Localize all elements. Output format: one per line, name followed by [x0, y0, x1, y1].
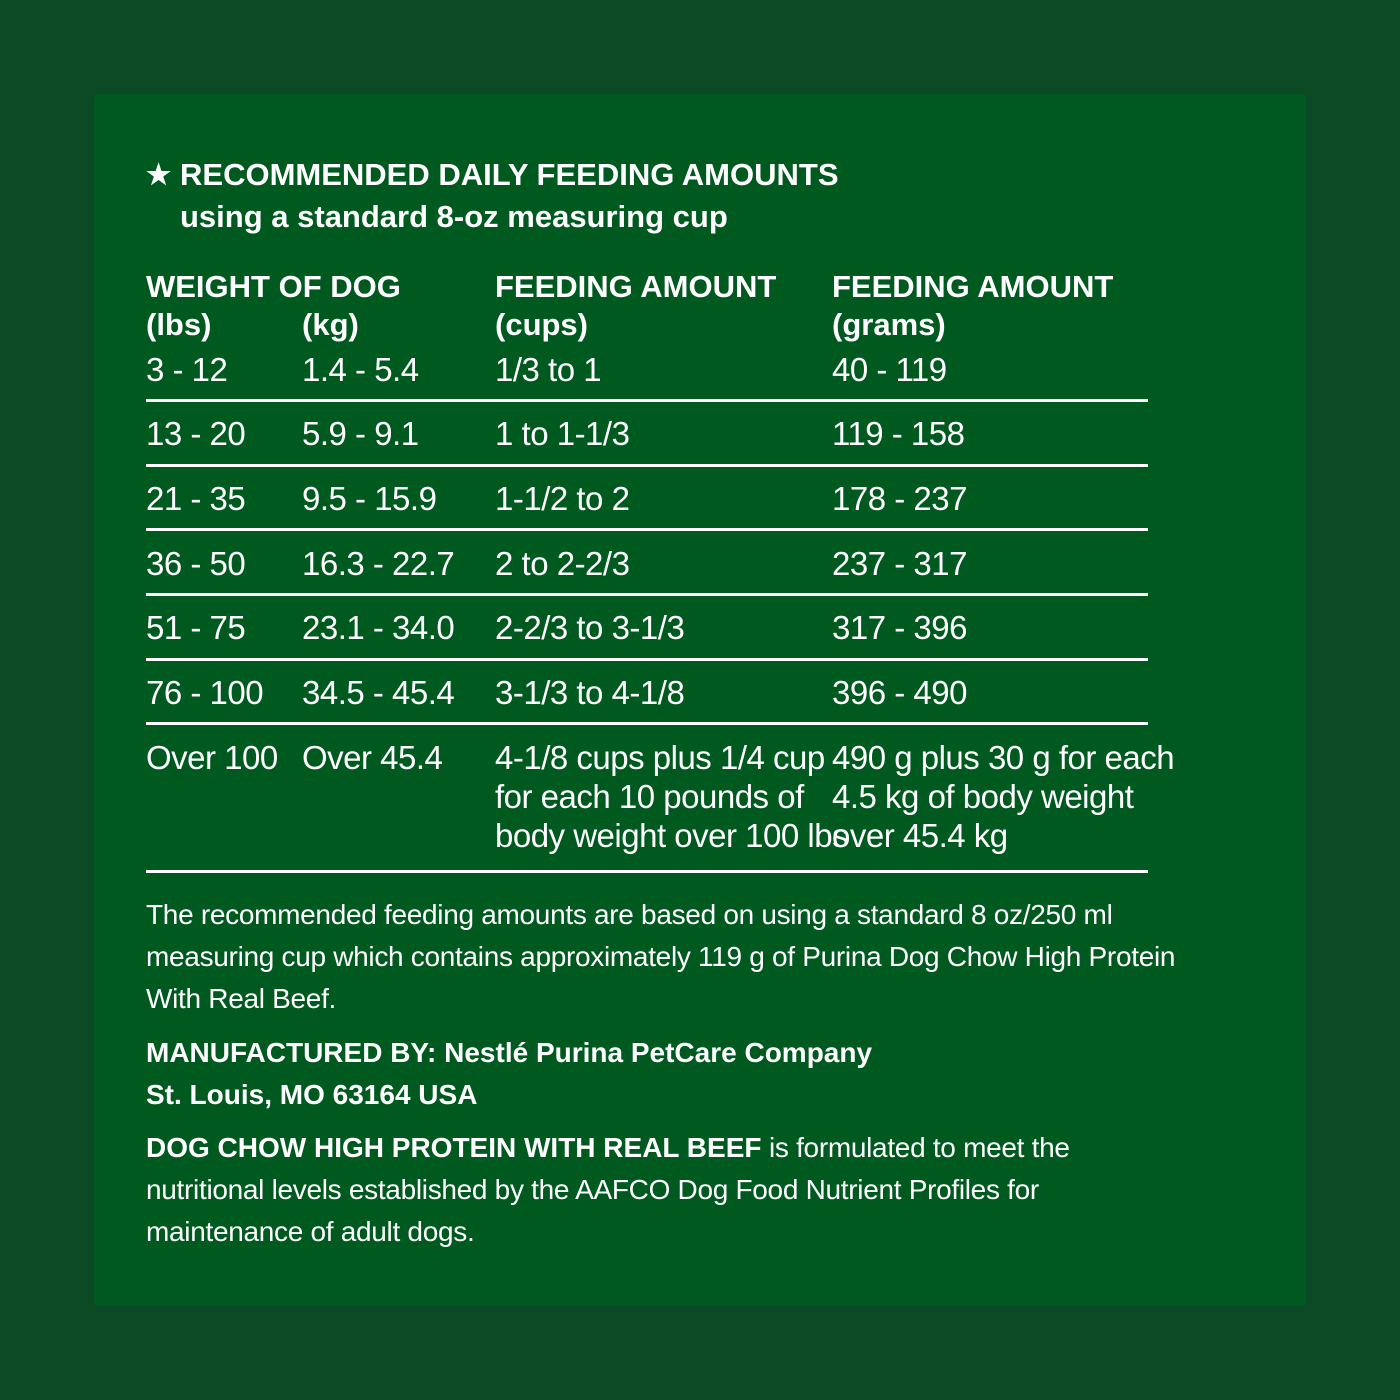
star-icon: ★	[146, 159, 172, 190]
row-cups-line: 4-1/8 cups plus 1/4 cup	[495, 739, 825, 776]
row-lbs: Over 100	[146, 739, 278, 776]
row-grams: 40 - 119	[832, 351, 947, 388]
row-grams: 396 - 490	[832, 674, 967, 711]
row-lbs: 21 - 35	[146, 480, 246, 517]
heading-title: RECOMMENDED DAILY FEEDING AMOUNTS	[180, 157, 839, 192]
row-kg: 34.5 - 45.4	[302, 674, 455, 711]
aafco-line: maintenance of adult dogs.	[146, 1216, 475, 1247]
header-grams: (grams)	[832, 307, 946, 342]
row-kg: 5.9 - 9.1	[302, 415, 419, 452]
header-lbs: (lbs)	[146, 307, 212, 342]
row-grams: 178 - 237	[832, 480, 967, 517]
table-divider	[146, 464, 1148, 467]
product-name: DOG CHOW HIGH PROTEIN WITH REAL BEEF	[146, 1132, 762, 1163]
row-cups-line: for each 10 pounds of	[495, 778, 804, 815]
row-cups: 1 to 1-1/3	[495, 415, 630, 452]
aafco-line: nutritional levels established by the AAFCO Dog Food Nutrient Profiles for	[146, 1174, 1039, 1205]
feeding-heading	[146, 154, 839, 238]
manufacturer-name: MANUFACTURED BY: Nestlé Purina PetCare Company	[146, 1037, 873, 1068]
row-cups: 3-1/3 to 4-1/8	[495, 674, 685, 711]
row-cups-line: body weight over 100 lbs	[495, 817, 849, 854]
header-feeding-grams-title: FEEDING AMOUNT	[832, 269, 1114, 304]
cup-note-line: With Real Beef.	[146, 983, 337, 1014]
row-grams-line: over 45.4 kg	[832, 817, 1008, 854]
heading-subtitle: using a standard 8-oz measuring cup	[180, 199, 728, 234]
aafco-line	[146, 1127, 1206, 1169]
row-lbs: 51 - 75	[146, 609, 246, 646]
aafco-text: is formulated to meet the	[761, 1132, 1070, 1163]
aafco-statement	[146, 1127, 1206, 1253]
table-divider	[146, 870, 1148, 873]
row-kg: 16.3 - 22.7	[302, 545, 455, 582]
table-divider	[146, 528, 1148, 531]
row-cups: 1-1/2 to 2	[495, 480, 630, 517]
row-kg: Over 45.4	[302, 739, 443, 776]
row-cups: 1/3 to 1	[495, 351, 602, 388]
table-divider	[146, 593, 1148, 596]
row-grams: 237 - 317	[832, 545, 967, 582]
row-cups: 2-2/3 to 3-1/3	[495, 609, 685, 646]
cup-note	[146, 894, 1206, 1020]
row-lbs: 13 - 20	[146, 415, 246, 452]
row-grams-line: 4.5 kg of body weight	[832, 778, 1134, 815]
row-grams-line: 490 g plus 30 g for each	[832, 739, 1175, 776]
row-cups: 2 to 2-2/3	[495, 545, 630, 582]
row-kg: 23.1 - 34.0	[302, 609, 455, 646]
table-divider	[146, 658, 1148, 661]
row-kg: 1.4 - 5.4	[302, 351, 419, 388]
header-cups: (cups)	[495, 307, 588, 342]
row-grams: 119 - 158	[832, 415, 965, 452]
table-divider	[146, 722, 1148, 725]
row-lbs: 36 - 50	[146, 545, 246, 582]
manufacturer-address: St. Louis, MO 63164 USA	[146, 1079, 478, 1110]
header-weight: WEIGHT OF DOG	[146, 269, 401, 304]
header-kg: (kg)	[302, 307, 359, 342]
cup-note-line: measuring cup which contains approximately 119 g of Purina Dog Chow High Protein	[146, 941, 1176, 972]
table-divider	[146, 399, 1148, 402]
header-feeding-cups-title: FEEDING AMOUNT	[495, 269, 777, 304]
row-lbs: 76 - 100	[146, 674, 264, 711]
row-grams: 317 - 396	[832, 609, 967, 646]
row-lbs: 3 - 12	[146, 351, 228, 388]
cup-note-line: The recommended feeding amounts are based on using a standard 8 oz/250 ml	[146, 899, 1113, 930]
manufacturer-block	[146, 1032, 1206, 1116]
row-kg: 9.5 - 15.9	[302, 480, 437, 517]
